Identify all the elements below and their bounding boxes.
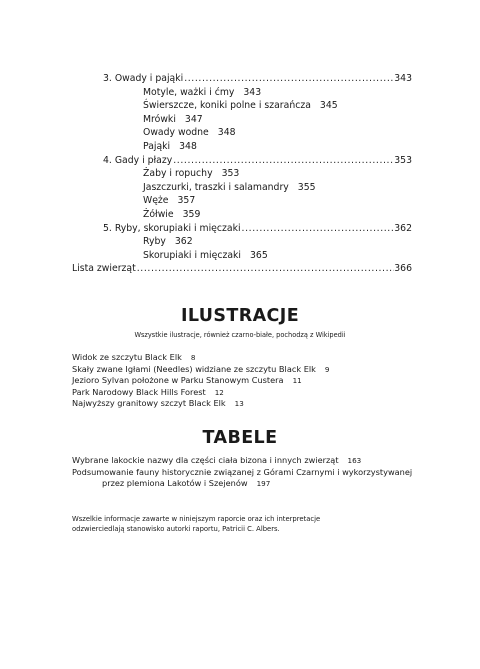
toc-entry-label: Lista zwierząt	[72, 263, 136, 275]
toc-entry-lista-zwierzat[interactable]	[72, 262, 412, 276]
disclaimer-note	[72, 515, 402, 534]
toc-entry-page: 353	[394, 154, 412, 166]
list-item-page: 9	[324, 364, 330, 374]
toc-entry-label: Motyle, ważki i ćmy	[143, 86, 235, 98]
toc-entry-page: 343	[243, 86, 262, 98]
list-item-label: Jezioro Sylvan położone w Parku Stanowym Custera	[72, 375, 284, 386]
toc-entry-label: 5. Ryby, skorupiaki i mięczaki	[103, 222, 241, 234]
illustrations-subtitle: Wszystkie ilustracje, również czarno-białe, pochodzą z Wikipedii	[134, 331, 346, 339]
list-item-page: 163	[347, 456, 362, 465]
dot-leader	[184, 72, 394, 86]
toc-entry-pajaki[interactable]	[72, 140, 412, 154]
toc-entry-mrowki[interactable]	[72, 113, 412, 127]
toc-entry-ryby-skorupiaki[interactable]	[72, 222, 412, 236]
list-item[interactable]	[72, 387, 329, 399]
toc-entry-label: Węże	[143, 195, 169, 207]
toc-entry-label: Owady wodne	[143, 127, 209, 139]
toc-entry-label: Żaby i ropuchy	[143, 168, 213, 180]
toc-entry-page: 343	[394, 73, 412, 84]
disclaimer-line: Wszelkie informacje zawarte w niniejszym raporcie oraz ich interpretacje	[72, 515, 321, 523]
toc-entry-label: Żółwie	[143, 208, 174, 220]
toc-entry-label: 3. Owady i pająki	[103, 73, 184, 84]
toc-entry-page: 357	[177, 195, 196, 207]
list-item[interactable]	[72, 364, 329, 376]
toc-entry-page: 366	[394, 263, 412, 275]
toc-entry-label: Jaszczurki, traszki i salamandry	[143, 181, 289, 193]
list-item-label: Najwyższy granitowy szczyt Black Elk	[72, 398, 226, 409]
toc-entry-zaby[interactable]	[72, 167, 412, 181]
list-item[interactable]	[72, 398, 329, 410]
list-item-page: 11	[292, 376, 302, 386]
toc-entry-page: 355	[297, 181, 316, 193]
list-item-label: Skały zwane Igłami (Needles) widziane ze szczytu Black Elk	[72, 363, 316, 374]
disclaimer-line: odzwierciedlają stanowisko autorki raportu, Patricii C. Albers.	[72, 524, 280, 533]
toc-entry-page: 353	[221, 168, 240, 180]
toc-entry-page: 362	[174, 236, 193, 248]
list-item-label: Park Narodowy Black Hills Forest	[72, 386, 206, 397]
list-item[interactable]	[72, 455, 412, 467]
dot-leader	[173, 154, 394, 168]
toc-entry-label: 4. Gady i płazy	[103, 154, 173, 166]
illustrations-list	[72, 352, 329, 410]
list-item-label: Widok ze szczytu Black Elk	[72, 352, 182, 362]
list-item[interactable]	[72, 478, 412, 490]
toc-entry-owady-wodne[interactable]	[72, 126, 412, 140]
toc-entry-label: Pająki	[143, 140, 171, 152]
toc-entry-label: Świerszcze, koniki polne i szarańcza	[143, 100, 311, 112]
list-item-label: Wybrane lakockie nazwy dla części ciała bizona i innych zwierząt	[72, 455, 339, 465]
list-item-page: 197	[256, 479, 271, 489]
toc-entry-ryby[interactable]	[72, 235, 412, 249]
table-of-contents	[72, 72, 412, 276]
tables-heading: TABELE	[202, 428, 278, 448]
toc-entry-page: 365	[250, 249, 268, 261]
toc-entry-page: 359	[182, 208, 201, 220]
toc-entry-owady[interactable]	[72, 72, 412, 86]
toc-entry-zolwie[interactable]	[72, 208, 412, 222]
list-item[interactable]	[72, 467, 412, 479]
list-item-page: 8	[190, 353, 196, 362]
toc-entry-page: 348	[179, 140, 197, 152]
toc-entry-skorupiaki[interactable]	[72, 249, 412, 263]
toc-entry-page: 348	[217, 127, 236, 139]
toc-entry-label: Skorupiaki i mięczaki	[143, 249, 242, 261]
list-item[interactable]	[72, 352, 329, 364]
toc-entry-motyle[interactable]	[72, 86, 412, 100]
toc-entry-jaszczurki[interactable]	[72, 181, 412, 195]
tables-list	[72, 455, 412, 490]
list-item-label: przez plemiona Lakotów i Szejenów	[102, 478, 248, 489]
list-item[interactable]	[72, 375, 329, 387]
toc-entry-label: Ryby	[143, 236, 166, 248]
illustrations-heading: ILUSTRACJE	[180, 306, 300, 326]
list-item-page: 13	[234, 399, 244, 409]
toc-entry-page: 347	[184, 113, 203, 125]
dot-leader	[242, 222, 395, 236]
toc-entry-swierszcze[interactable]	[72, 99, 412, 113]
toc-entry-label: Mrówki	[143, 113, 176, 125]
toc-entry-page: 345	[319, 100, 338, 112]
dot-leader	[137, 262, 395, 276]
toc-entry-gady[interactable]	[72, 154, 412, 168]
toc-entry-weze[interactable]	[72, 194, 412, 208]
list-item-label: Podsumowanie fauny historycznie związanej z Górami Czarnymi i wykorzystywanej	[72, 466, 413, 477]
toc-entry-page: 362	[394, 222, 412, 234]
list-item-page: 12	[214, 387, 224, 397]
